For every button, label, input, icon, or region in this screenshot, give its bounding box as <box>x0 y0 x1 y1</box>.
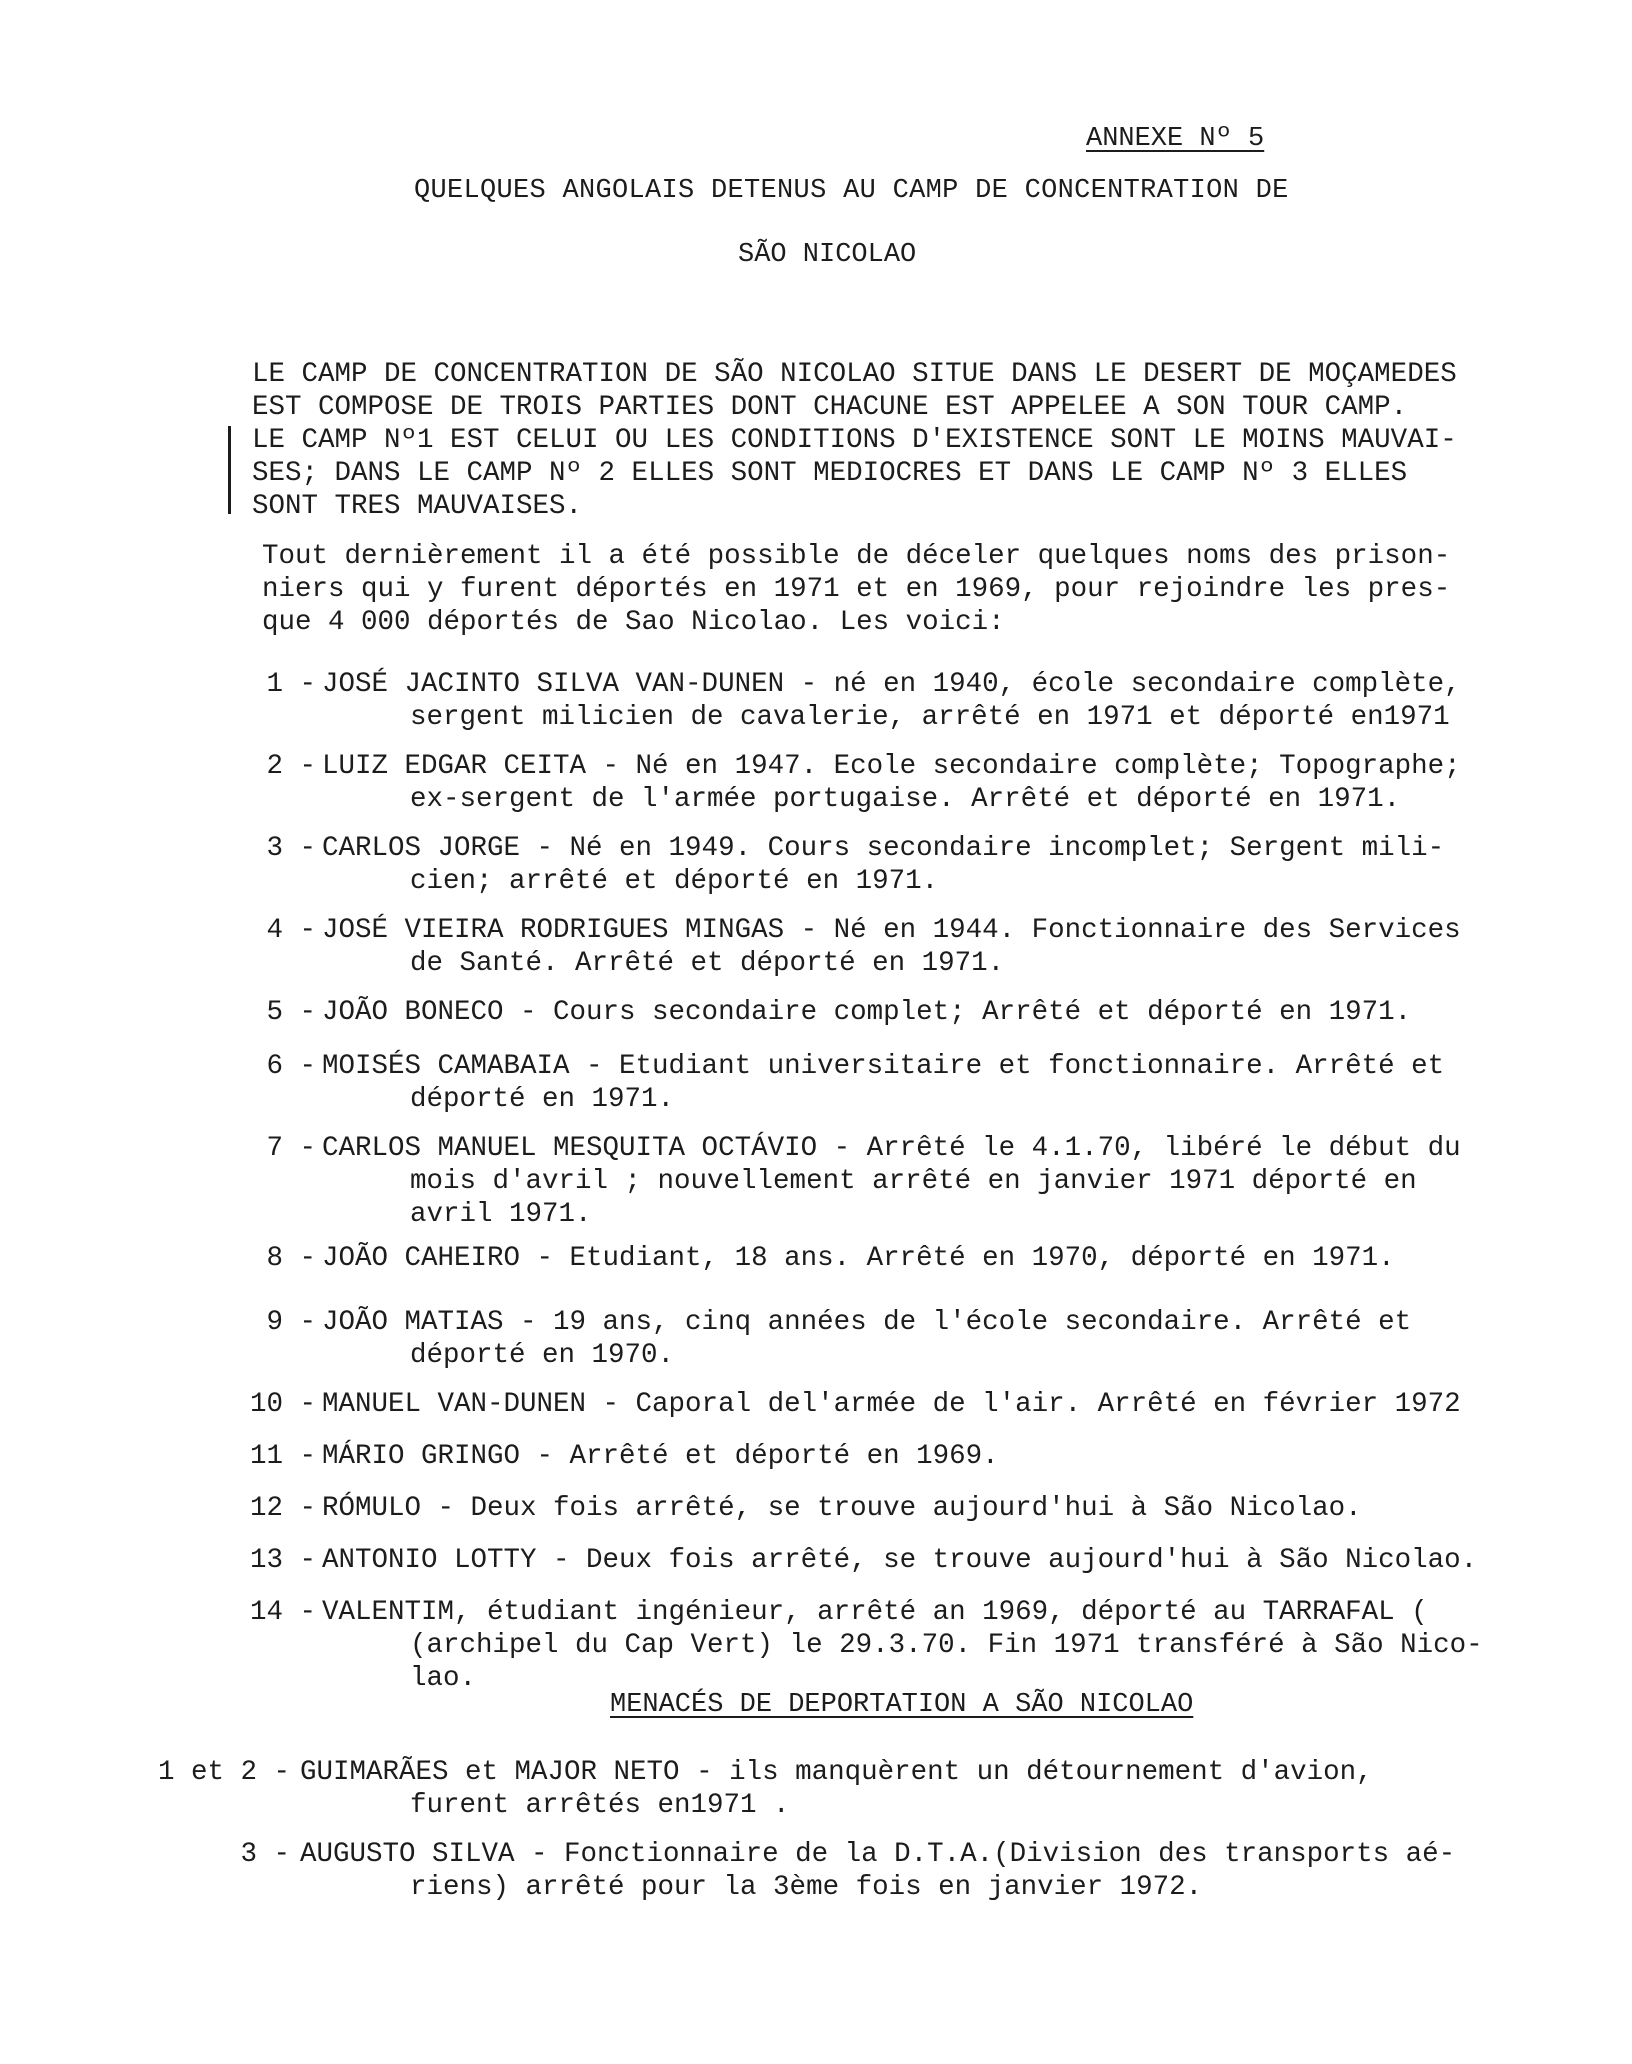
item-text: MÁRIO GRINGO - Arrêté et déporté en 1969. <box>322 1441 999 1472</box>
annex-label: ANNEXE Nº 5 <box>1086 124 1265 154</box>
item-text-continuation: ex-sergent de l'armée portugaise. Arrêté et déporté en 1971. <box>410 784 1401 815</box>
item-text-continuation: furent arrêtés en1971 . <box>410 1790 790 1821</box>
item-text-continuation: lao. <box>410 1663 477 1694</box>
item-number: 8 - <box>266 1243 316 1274</box>
item-text: MANUEL VAN-DUNEN - Caporal del'armée de l'air. Arrêté en février 1972 <box>322 1389 1461 1420</box>
item-text: JOSÉ JACINTO SILVA VAN-DUNEN - né en 1940, école secondaire complète, <box>322 669 1461 700</box>
item-number: 7 - <box>266 1133 316 1164</box>
item-number: 12 - <box>249 1493 316 1524</box>
item-text-continuation: déporté en 1971. <box>410 1084 675 1115</box>
paragraph-line: Tout dernièrement il a été possible de déceler quelques noms des prison- <box>262 541 1451 572</box>
item-number: 2 - <box>266 751 316 782</box>
item-text: MOISÉS CAMABAIA - Etudiant universitaire et fonctionnaire. Arrêté et <box>322 1051 1445 1082</box>
item-text-continuation: riens) arrêté pour la 3ème fois en janvier 1972. <box>410 1872 1203 1903</box>
intro-line: SES; DANS LE CAMP Nº 2 ELLES SONT MEDIOCRES ET DANS LE CAMP Nº 3 ELLES <box>252 458 1408 489</box>
intro-line: EST COMPOSE DE TROIS PARTIES DONT CHACUNE EST APPELEE A SON TOUR CAMP. <box>252 392 1408 423</box>
item-text: RÓMULO - Deux fois arrêté, se trouve aujourd'hui à São Nicolao. <box>322 1493 1362 1524</box>
item-number: 11 - <box>249 1441 316 1472</box>
item-text-continuation: mois d'avril ; nouvellement arrêté en janvier 1971 déporté en <box>410 1166 1417 1197</box>
item-text: JOÃO CAHEIRO - Etudiant, 18 ans. Arrêté en 1970, déporté en 1971. <box>322 1243 1395 1274</box>
item-number: 3 - <box>266 833 316 864</box>
paragraph-line: que 4 000 déportés de Sao Nicolao. Les voici: <box>262 607 1005 638</box>
item-text: LUIZ EDGAR CEITA - Né en 1947. Ecole secondaire complète; Topographe; <box>322 751 1461 782</box>
item-number: 5 - <box>266 997 316 1028</box>
item-text: VALENTIM, étudiant ingénieur, arrêté an 1969, déporté au TARRAFAL ( <box>322 1597 1428 1628</box>
document-title-line-2: SÃO NICOLAO <box>738 240 917 270</box>
item-text: JOÃO BONECO - Cours secondaire complet; Arrêté et déporté en 1971. <box>322 997 1412 1028</box>
second-paragraph <box>262 540 1582 639</box>
item-text: JOSÉ VIEIRA RODRIGUES MINGAS - Né en 1944. Fonctionnaire des Services <box>322 915 1461 946</box>
intro-paragraph <box>252 358 1572 523</box>
item-text-continuation: déporté en 1970. <box>410 1340 675 1371</box>
item-text-continuation: de Santé. Arrêté et déporté en 1971. <box>410 948 1005 979</box>
item-number: 4 - <box>266 915 316 946</box>
item-text: JOÃO MATIAS - 19 ans, cinq années de l'école secondaire. Arrêté et <box>322 1307 1412 1338</box>
item-number: 13 - <box>249 1545 316 1576</box>
item-text: CARLOS MANUEL MESQUITA OCTÁVIO - Arrêté le 4.1.70, libéré le début du <box>322 1133 1461 1164</box>
item-text: ANTONIO LOTTY - Deux fois arrêté, se trouve aujourd'hui à São Nicolao. <box>322 1545 1478 1576</box>
item-text-continuation: (archipel du Cap Vert) le 29.3.70. Fin 1971 transféré à São Nico- <box>410 1630 1483 1661</box>
item-number: 1 - <box>266 669 316 700</box>
document-title-line-1: QUELQUES ANGOLAIS DETENUS AU CAMP DE CONCENTRATION DE <box>414 176 1289 206</box>
item-text: GUIMARÃES et MAJOR NETO - ils manquèrent un détournement d'avion, <box>300 1757 1373 1788</box>
intro-line: SONT TRES MAUVAISES. <box>252 491 583 522</box>
paragraph-line: niers qui y furent déportés en 1971 et en 1969, pour rejoindre les pres- <box>262 574 1451 605</box>
item-number: 9 - <box>266 1307 316 1338</box>
item-text: AUGUSTO SILVA - Fonctionnaire de la D.T.A.(Division des transports aé- <box>300 1839 1456 1870</box>
item-number: 1 et 2 - <box>157 1757 290 1788</box>
section-subheading: MENACÉS DE DEPORTATION A SÃO NICOLAO <box>610 1690 1194 1720</box>
intro-line: LE CAMP Nº1 EST CELUI OU LES CONDITIONS D'EXISTENCE SONT LE MOINS MAUVAI- <box>252 425 1457 456</box>
margin-mark <box>228 426 231 514</box>
item-text-continuation: sergent milicien de cavalerie, arrêté en 1971 et déporté en1971 <box>410 702 1450 733</box>
item-number: 3 - <box>240 1839 290 1870</box>
item-text-continuation: cien; arrêté et déporté en 1971. <box>410 866 939 897</box>
item-text-continuation: avril 1971. <box>410 1199 592 1230</box>
item-number: 14 - <box>249 1597 316 1628</box>
item-number: 10 - <box>249 1389 316 1420</box>
item-text: CARLOS JORGE - Né en 1949. Cours secondaire incomplet; Sergent mili- <box>322 833 1445 864</box>
intro-line: LE CAMP DE CONCENTRATION DE SÃO NICOLAO SITUE DANS LE DESERT DE MOÇAMEDES <box>252 359 1457 390</box>
item-number: 6 - <box>266 1051 316 1082</box>
